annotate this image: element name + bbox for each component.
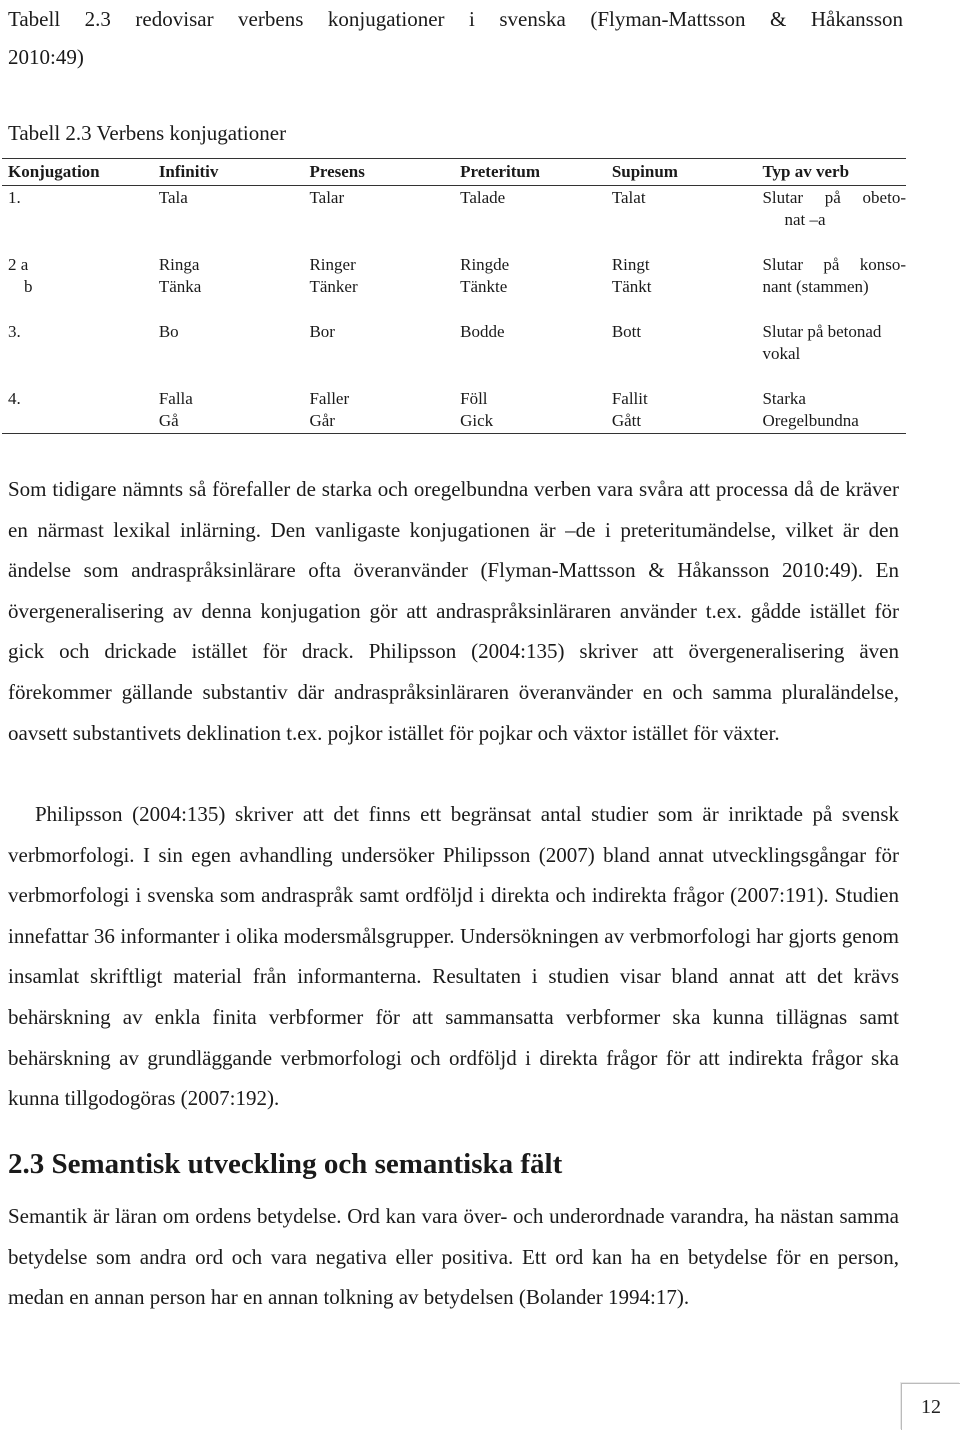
konj-line-2: b	[24, 277, 33, 296]
cell-preteritum	[460, 253, 612, 320]
sup-line-1: Fallit	[611, 388, 648, 408]
cell-konjugation: 3.	[8, 321, 21, 341]
table-row	[2, 185, 906, 253]
paragraph-3: Semantik är läran om ordens betydelse. Ord kan vara över- och underordnade varandra, ha nästan samma betydelse som andra ord och vara negativa eller positiva. Ett ord kan ha en betydelse för en person, medan en annan person har en annan tolkning av betydelsen (Bolander 1994:17).	[8, 1204, 899, 1310]
header-preteritum: Preteritum	[460, 159, 612, 186]
cell-preteritum	[460, 387, 612, 434]
cell-infinitiv	[159, 253, 310, 320]
header-presens: Presens	[309, 159, 460, 186]
cell-presens: Bor	[309, 321, 335, 341]
intro-line-1: Tabell 2.3 redovisar verbens konjugationer i svenska (Flyman-Mattsson & Håkansson	[8, 7, 903, 31]
inf-line-1: Ringa	[158, 254, 200, 274]
typ-line-2: nat –a	[784, 210, 826, 229]
page-number: 12	[901, 1383, 960, 1430]
intro-line-2: 2010:49)	[8, 45, 84, 69]
cell-typ-av-verb	[762, 320, 906, 387]
table-row	[2, 320, 906, 387]
typ-line-1: Slutar på obeto-	[762, 187, 906, 207]
sup-line-2: Tänkt	[611, 277, 652, 296]
typ-line-1: Slutar på konso-	[762, 254, 906, 274]
conjugation-table	[2, 158, 906, 434]
pres-line-2: Går	[309, 411, 335, 430]
table-row	[2, 387, 906, 434]
cell-preteritum: Bodde	[460, 321, 505, 341]
cell-infinitiv: Tala	[158, 187, 188, 207]
intro-text	[8, 0, 903, 76]
typ-line-2: vokal	[762, 344, 801, 363]
pres-line-2: Tänker	[309, 277, 358, 296]
typ-line-2: Oregelbundna	[762, 411, 859, 430]
pret-line-1: Föll	[460, 388, 488, 408]
cell-konjugation: 4.	[2, 387, 159, 434]
table-caption: Tabell 2.3 Verbens konjugationer	[8, 121, 287, 145]
cell-presens: Talar	[309, 187, 345, 207]
cell-konjugation	[2, 253, 159, 320]
cell-supinum: Talat	[611, 187, 646, 207]
table-header-row	[2, 159, 906, 186]
sup-line-2: Gått	[611, 411, 642, 430]
cell-supinum	[612, 387, 763, 434]
konj-line-1: 2 a	[8, 254, 29, 274]
cell-infinitiv: Bo	[158, 321, 179, 341]
cell-presens	[309, 253, 460, 320]
inf-line-2: Gå	[158, 411, 179, 430]
cell-presens	[309, 387, 460, 434]
typ-line-1: Starka	[762, 388, 806, 408]
cell-supinum: Bott	[611, 321, 642, 341]
paragraph-2: Philipsson (2004:135) skriver att det finns ett begränsat antal studier som är inriktade på svensk verbmorfologi. I sin egen avhandling undersöker Philipsson (2007) bland annat utvecklingsgångar för verbmorfologi i svenska som andraspråk samt ordföljd i direkta och indirekta frågor (2007:191). Studien innefattar 36 informanter i olika modersmålsgrupper. Undersökningen av verbmorfologi har gjorts genom insamlat skriftligt material från informanterna. Resultaten i studien visar bland annat att det krävs behärskning av enkla finita verbformer för att sammansatta verbformer ska kunna tillägnas samt behärskning av grundläggande verbmorfologi och ordföljd i direkta frågor för att indirekta frågor ska kunna tillgodogöras (2007:192).	[8, 802, 899, 1111]
typ-line-1: Slutar på betonad	[762, 321, 882, 341]
section-heading: 2.3 Semantisk utveckling och semantiska fält	[8, 1148, 563, 1180]
cell-konjugation: 1.	[8, 187, 21, 207]
pret-line-2: Tänkte	[460, 277, 508, 296]
pres-line-1: Ringer	[309, 254, 356, 274]
pres-line-1: Faller	[309, 388, 350, 408]
pret-line-1: Ringde	[460, 254, 510, 274]
paragraph-1: Som tidigare nämnts så förefaller de starka och oregelbundna verben vara svåra att processa då de kräver en närmast lexikal inlärning. Den vanligaste konjugationen är –de i preteritumändelse, vilket är den ändelse som andraspråksinlärare ofta överanvänder (Flyman-Mattsson & Håkansson 2010:49). En övergeneralisering av denna konjugation gör att andraspråksinläraren använder t.ex. gådde istället för gick och drickade istället för drack. Philipsson (2004:135) skriver att övergeneralisering även förekommer gällande substantiv där andraspråksinläraren överanvänder en och samma pluraländelse, oavsett substantivets deklination t.ex. pojkor istället för pojkar och växtor istället för växter.	[8, 477, 899, 745]
cell-supinum	[612, 253, 763, 320]
header-infinitiv: Infinitiv	[159, 159, 310, 186]
sup-line-1: Ringt	[611, 254, 650, 274]
header-konjugation: Konjugation	[2, 159, 159, 186]
cell-typ-av-verb	[762, 387, 906, 434]
pret-line-2: Gick	[460, 411, 494, 430]
cell-typ-av-verb	[762, 185, 906, 253]
typ-line-2: nant (stammen)	[762, 277, 869, 296]
inf-line-1: Falla	[158, 388, 193, 408]
header-supinum: Supinum	[612, 159, 763, 186]
cell-preteritum: Talade	[460, 187, 506, 207]
header-typ-av-verb: Typ av verb	[762, 159, 906, 186]
inf-line-2: Tänka	[158, 277, 202, 296]
cell-typ-av-verb	[762, 253, 906, 320]
table-row	[2, 253, 906, 320]
cell-infinitiv	[159, 387, 310, 434]
